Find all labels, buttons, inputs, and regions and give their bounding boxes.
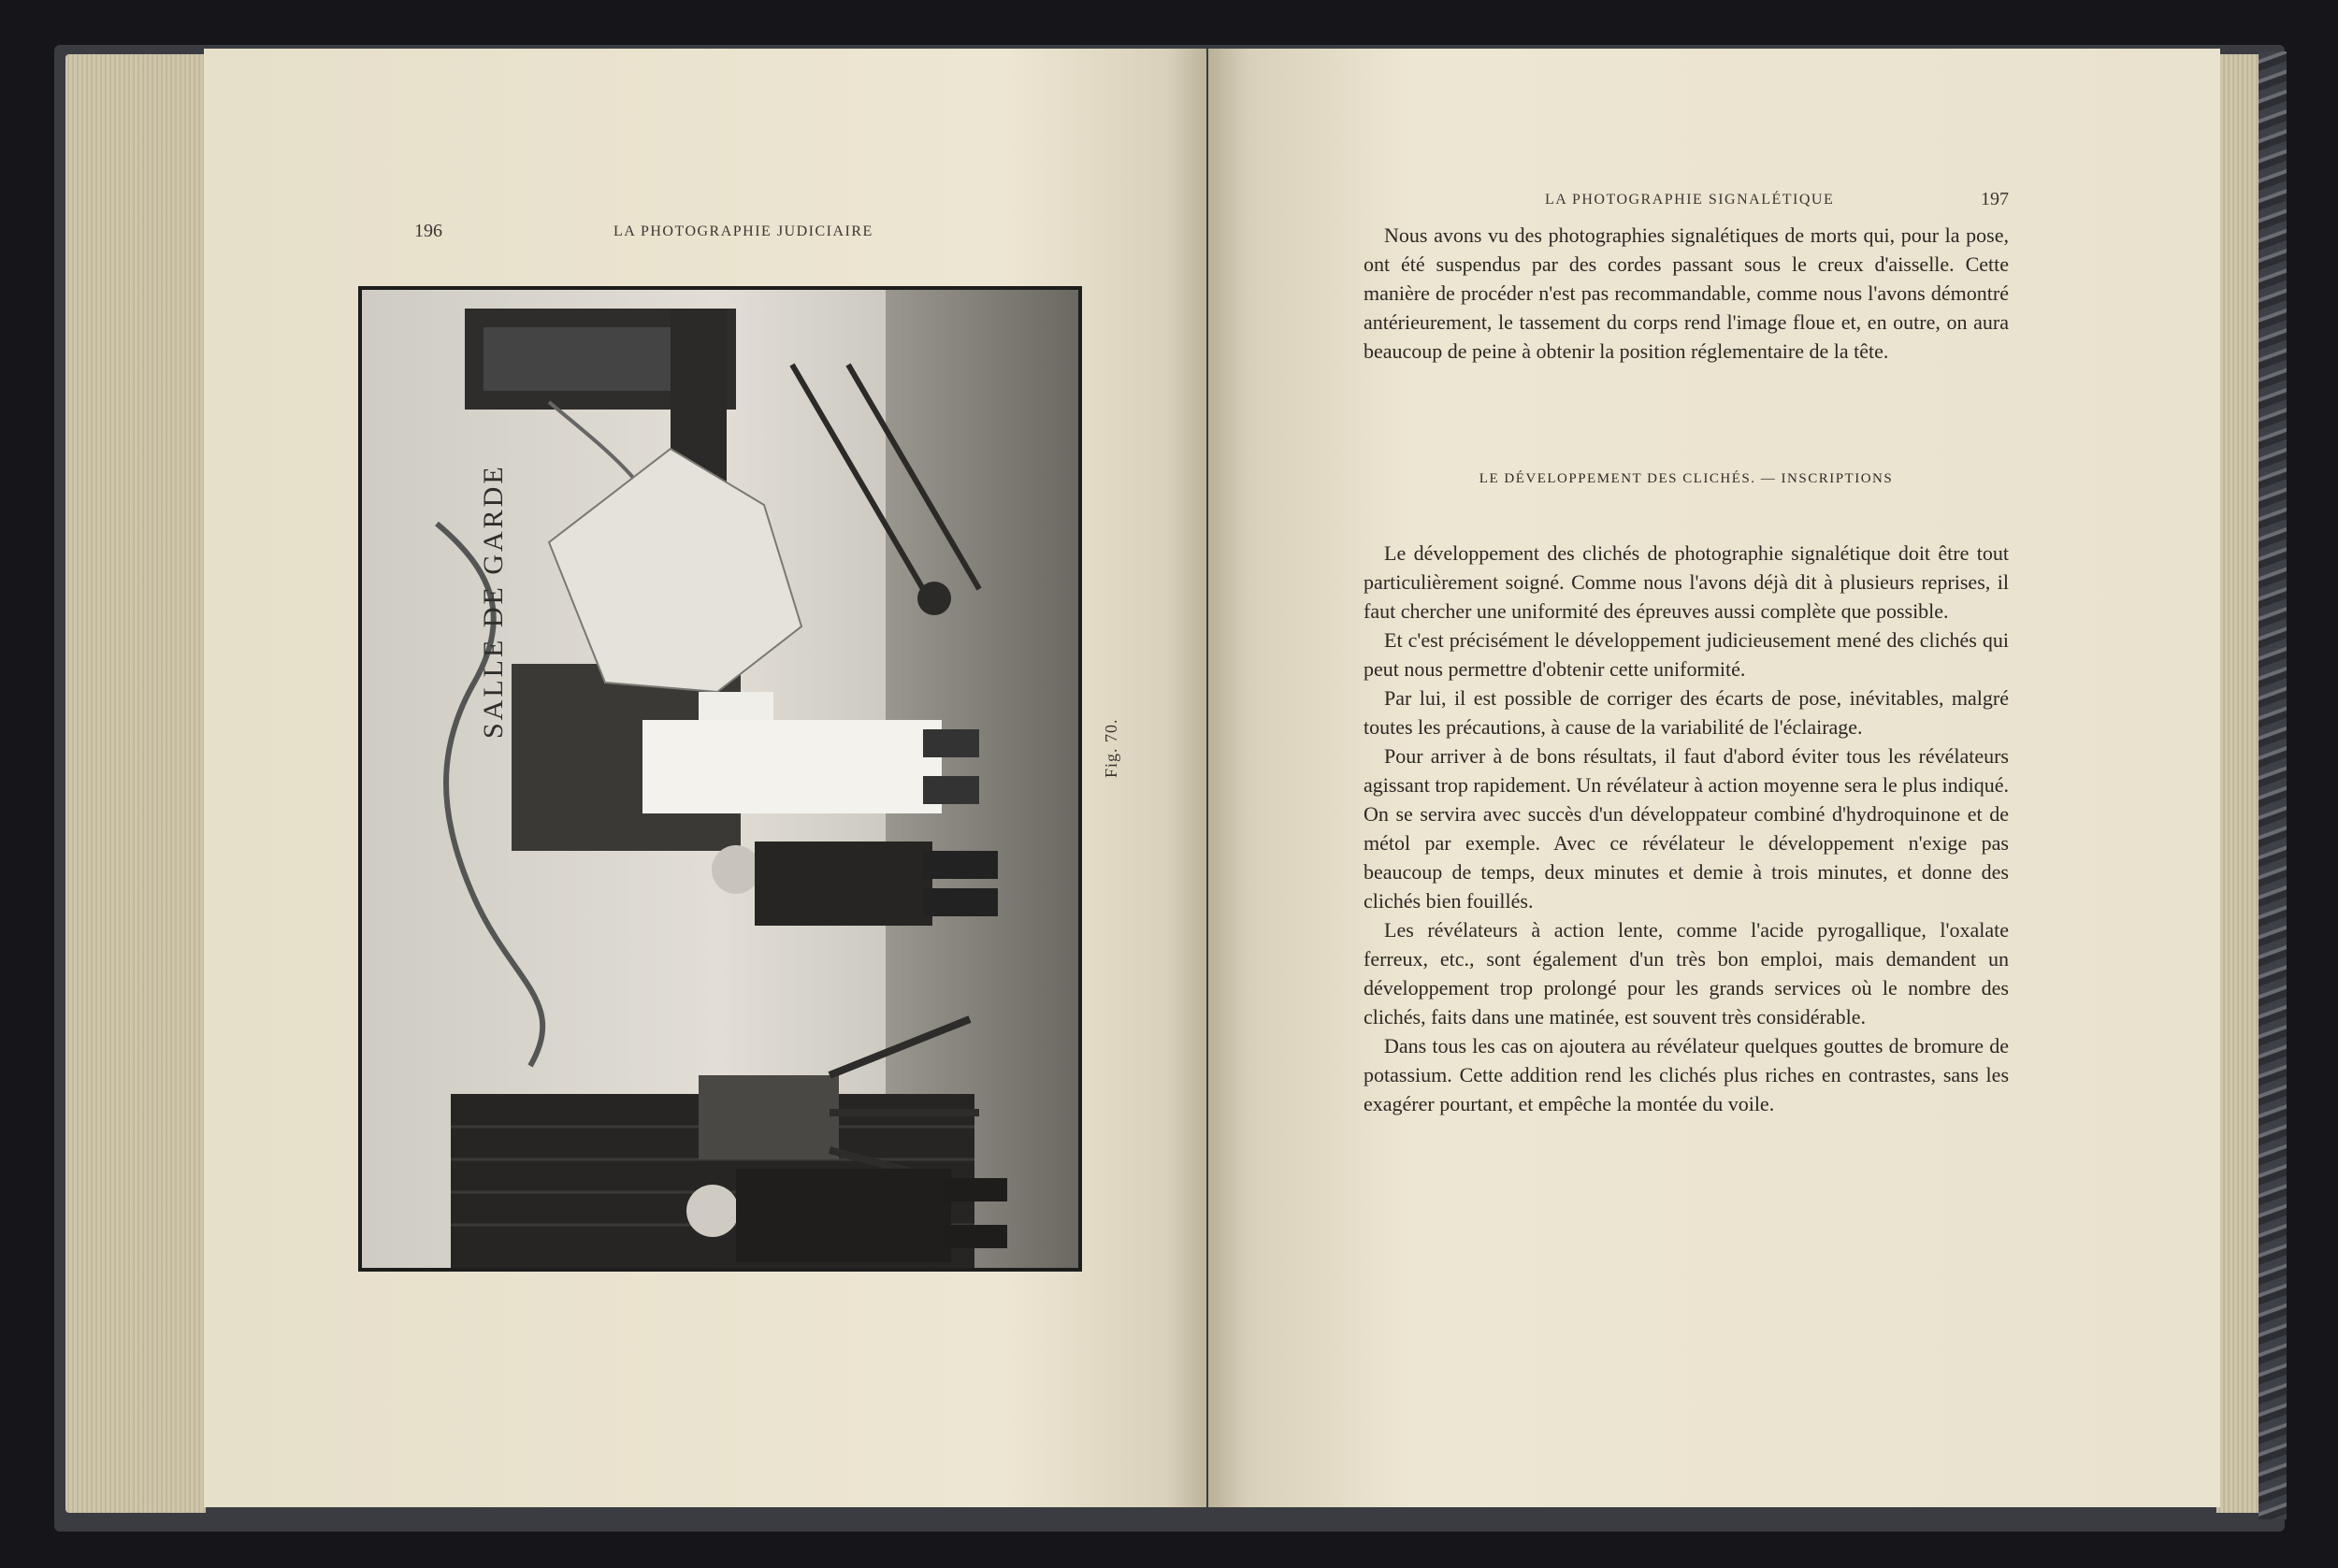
section-heading: LE DÉVELOPPEMENT DES CLICHÉS. — INSCRIPTIONS	[1479, 471, 1894, 486]
figure-photograph	[358, 286, 1082, 1272]
figure-caption: Fig. 70.	[1102, 718, 1120, 778]
photograph-scene	[362, 290, 1078, 1268]
page-edges-left	[65, 54, 206, 1513]
paragraph: Dans tous les cas on ajoutera au révélateur quelques gouttes de bromure de potassium. Cette addition rend les clichés plus riches en contrastes, sans les exagérer pourtant, et empêche la montée du voile.	[1364, 1034, 2009, 1115]
paragraph: Et c'est précisément le développement judicieusement mené des clichés qui peut nous permettre d'obtenir cette uniformité.	[1364, 628, 2009, 681]
body-text	[1364, 539, 2009, 1118]
marbled-cover-edge	[2259, 51, 2287, 1519]
paragraph: Les révélateurs à action lente, comme l'acide pyrogallique, l'oxalate ferreux, etc., sont également d'un très bon emploi, mais demandent un développement trop prolongé pour les grands services où le nombre des clichés, faits dans une matinée, est souvent très considérable.	[1364, 918, 2009, 1029]
paragraph: Le développement des clichés de photographie signalétique doit être tout particulièrement soigné. Comme nous l'avons déjà dit à plusieurs reprises, il faut chercher une uniformité des épreuves aussi complète que possible.	[1364, 541, 2009, 623]
page-number-right: 197	[1981, 189, 2009, 209]
running-head-right: LA PHOTOGRAPHIE SIGNALÉTIQUE	[1545, 192, 1835, 208]
paragraph: Nous avons vu des photographies signalétiques de morts qui, pour la pose, ont été suspendus par des cordes passant sous le creux d'aisselle. Cette manière de procéder n'est pas recommandable, comme nous l'avons démontré antérieurement, le tassement du corps rend l'image floue et, en outre, on aura beaucoup de peine à obtenir la position réglementaire de la tête.	[1364, 223, 2009, 363]
page-number-left: 196	[414, 221, 442, 241]
opening-paragraph	[1364, 221, 2009, 366]
sign-text: SALLE DE GARDE	[478, 464, 509, 739]
paragraph: Pour arriver à de bons résultats, il faut d'abord éviter tous les révélateurs agissant trop rapidement. Un révélateur à action moyenne sera le plus indiqué. On se servira avec succès d'un développateur combiné d'hydroquinone et de métol par exemple. Avec ce révélateur le développement n'exige pas beaucoup de temps, deux minutes et demie à trois minutes, et donne des clichés bien fouillés.	[1364, 744, 2009, 913]
running-head-left: LA PHOTOGRAPHIE JUDICIAIRE	[613, 223, 873, 239]
paragraph: Par lui, il est possible de corriger des écarts de pose, inévitables, malgré toutes les précautions, à cause de la variabilité de l'éclairage.	[1364, 686, 2009, 739]
